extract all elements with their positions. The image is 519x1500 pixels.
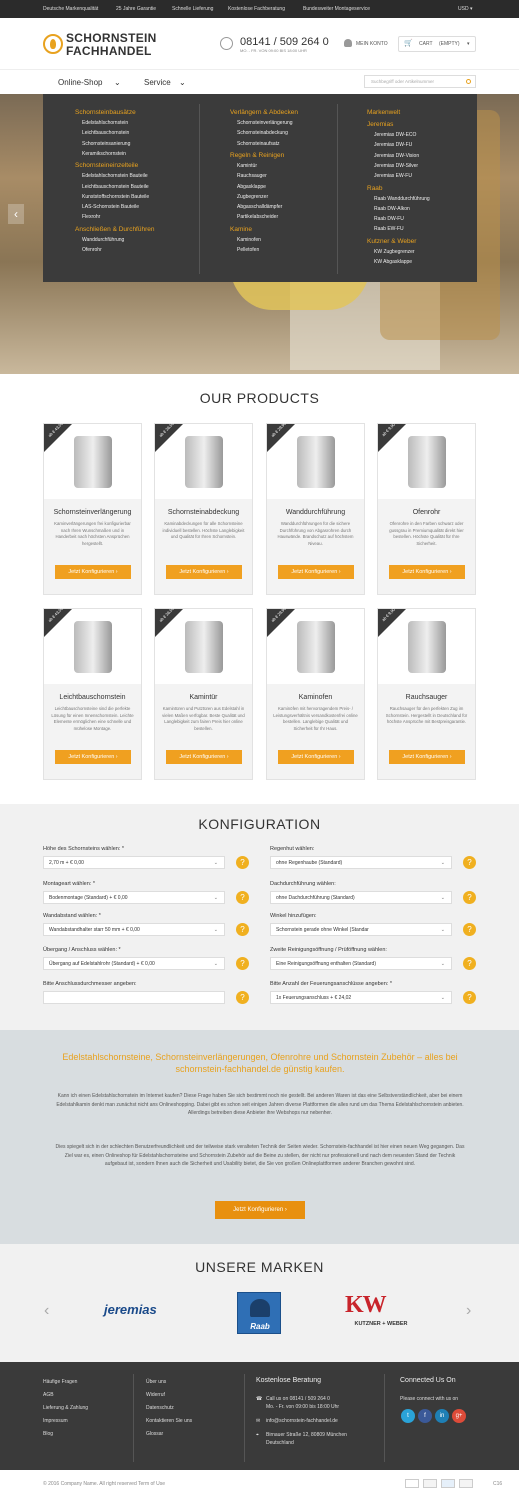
mega-link[interactable]: Leichtbauschornstein Bauteile — [82, 183, 149, 190]
chevron-down-icon: ⌄ — [213, 927, 218, 933]
mega-link[interactable]: Raab DW-FU — [374, 216, 404, 223]
search-placeholder: Suchbegriff oder Artikelnummer — [371, 79, 434, 84]
mega-link[interactable]: Kaminofen — [237, 236, 261, 243]
nav-service[interactable]: Service — [144, 78, 171, 87]
configure-button[interactable]: Jetzt Konfigurieren › — [389, 750, 465, 764]
slider-prev-arrow-icon[interactable]: ‹ — [8, 204, 24, 224]
product-description: Leichtbauschornsteine sind die perfekte Lösung für einen Innenschornstein. Leichte Elemente ermöglichen eine schnelle und mühelose Montage. — [51, 706, 134, 731]
chevron-down-icon: ⌄ — [440, 995, 445, 1001]
paypal-icon — [459, 1479, 473, 1488]
right-field-label: Winkel hinzufügen: — [270, 913, 317, 919]
google-plus-icon[interactable]: g+ — [452, 1409, 466, 1423]
configure-button[interactable]: Jetzt Konfigurieren › — [55, 750, 131, 764]
divider — [384, 1374, 385, 1462]
seo-paragraph: Dies spiegelt sich in der schlechten Benutzerfreundlichkeit und der teilweise stark veralteten Technik der Seiten wieder. Schornstein-fachhandel ist hier einen neuen Weg gegangen. Das Ziel war es, einen Onlineshop für Edelstahlschornsteine und Schornstein Zubehör auf die Beine zu stellen, der nicht nur professionell und nach dem neuesten Stand der Technik aufgebaut ist, sondern Ihnen auch die Sicherheit und Usability bietet, die Sie von großen Onlineplattformen anderer Branchen gewohnt sind. — [55, 1144, 465, 1167]
mega-link[interactable]: Edelstahlschornstein — [82, 120, 129, 126]
top-bar — [0, 0, 519, 18]
price-text: ab € 29,90 — [270, 606, 287, 623]
linkedin-icon[interactable]: in — [435, 1409, 449, 1423]
product-name[interactable]: Schornsteinabdeckung — [167, 509, 240, 516]
footer-code: C16 — [493, 1481, 503, 1487]
mega-heading[interactable]: Regeln & Reinigen — [230, 151, 285, 159]
brand-subtitle: KUTZNER + WEBER — [354, 1321, 408, 1327]
mega-link[interactable]: Raab DW-Alkon — [374, 205, 410, 212]
mega-link[interactable]: Keramikschornstein — [82, 150, 126, 157]
price-text: ab € 29,90 — [270, 421, 287, 438]
price-ribbon — [155, 421, 183, 452]
help-icon[interactable]: ? — [463, 891, 476, 904]
chevron-down-icon: ▾ — [467, 41, 470, 47]
user-icon[interactable] — [344, 39, 352, 47]
mega-link[interactable]: Pelletofen — [237, 247, 260, 253]
chevron-down-icon: ⌄ — [440, 860, 445, 866]
footer-link[interactable]: Widerruf — [146, 1392, 165, 1398]
mega-heading[interactable]: Anschließen & Durchführen — [75, 225, 155, 233]
price-ribbon — [378, 421, 406, 452]
footer-link[interactable]: Impressum — [43, 1418, 68, 1424]
price-ribbon — [267, 421, 295, 452]
help-icon[interactable]: ? — [463, 923, 476, 936]
email-icon: ✉ — [256, 1418, 261, 1424]
cart-button[interactable] — [398, 36, 476, 52]
price-ribbon — [267, 606, 295, 637]
right-field-label: Regenhut wählen: — [270, 846, 315, 852]
brand-logo-jeremias[interactable]: jeremias — [104, 1302, 157, 1317]
configure-button[interactable]: Jetzt Konfigurieren › — [166, 750, 242, 764]
search-input[interactable] — [364, 75, 476, 88]
brand-logo-kw[interactable]: KW — [345, 1292, 386, 1318]
mega-link[interactable]: Rauchsauger — [237, 173, 267, 180]
mega-link[interactable]: Abgasklappe — [237, 183, 266, 190]
logo-text[interactable]: FACHHANDEL — [66, 44, 152, 58]
help-icon[interactable]: ? — [463, 957, 476, 970]
usp-item: 25 Jahre Garantie — [116, 6, 157, 12]
product-name[interactable]: Schornsteinverlängerung — [53, 509, 132, 516]
config-select[interactable] — [270, 856, 452, 869]
chevron-down-icon: ⌄ — [213, 895, 218, 901]
mega-link[interactable]: Jeremias DW-Vision — [374, 152, 420, 159]
right-field-label: Bitte Anzahl der Feuerungsanschlüsse angeben: * — [270, 981, 392, 987]
product-graphic — [297, 436, 335, 488]
mega-link[interactable]: Zugbegrenzer — [237, 193, 269, 200]
seo-heading: Edelstahlschornsteine, Schornsteinverlängerungen, Ofenrohre und Schornstein Zubehör – alles bei schornstein-fachhandel.de günstig kaufen. — [62, 1052, 458, 1074]
product-name[interactable]: Kamintür — [189, 694, 218, 701]
footer-link[interactable]: Über uns — [146, 1379, 167, 1385]
help-icon[interactable]: ? — [236, 856, 249, 869]
currency-select[interactable]: USD — [458, 6, 469, 12]
price-text: ab € 36,50 — [158, 421, 175, 438]
help-icon[interactable]: ? — [463, 856, 476, 869]
divider — [199, 104, 200, 274]
mega-link[interactable]: Wanddurchführung — [82, 236, 125, 243]
search-icon[interactable] — [466, 79, 471, 84]
mega-heading[interactable]: Kutzner & Weber — [367, 237, 417, 245]
help-icon[interactable]: ? — [236, 923, 249, 936]
divider — [337, 104, 338, 274]
mega-link[interactable]: Kamintür — [237, 162, 258, 169]
chevron-right-icon[interactable]: › — [466, 1302, 472, 1319]
mega-link[interactable]: Raab Wanddurchführung — [374, 195, 430, 202]
logo-text[interactable]: SCHORNSTEIN — [66, 31, 157, 45]
help-icon[interactable]: ? — [236, 891, 249, 904]
mega-link[interactable]: Jeremias EW-FU — [374, 173, 412, 180]
mega-link[interactable]: Schornsteinabdeckung — [237, 130, 288, 137]
product-graphic — [185, 621, 223, 673]
usp-item: Deutsche Markenqualität — [43, 6, 99, 12]
left-field-label: Bitte Anschlussdurchmesser angeben: — [43, 981, 137, 987]
footer-link[interactable]: Glossar — [146, 1431, 164, 1437]
configure-button[interactable]: Jetzt Konfigurieren › — [278, 565, 354, 579]
copyright: © 2016 Company Name. All right reserved Term of Use — [43, 1481, 165, 1487]
product-card[interactable] — [377, 608, 476, 780]
right-field-label: Zweite Reinigungsöffnung / Prüföffnung wählen: — [270, 947, 387, 953]
connect-sub: Please connect with us on — [400, 1396, 459, 1402]
footer-hours: Mo. - Fr. von 09:00 bis 18:00 Uhr — [266, 1404, 340, 1410]
bird-icon — [250, 1299, 270, 1317]
product-graphic — [408, 621, 446, 673]
mega-heading[interactable]: Raab — [367, 184, 383, 192]
phone-hours: MO. - FR. VON 09:00 BIS 18:00 UHR — [240, 48, 307, 53]
price-text: ab € 9,90 — [380, 421, 397, 438]
product-name[interactable]: Rauchsauger — [405, 694, 448, 701]
config-select[interactable] — [270, 891, 452, 904]
product-description: Kamintüren und Putztüren aus Edelstahl in vielen Maßen verfügbar. Beste Qualität und Langlebigkeit zum fairen Preis hier online bestellen. — [162, 706, 245, 731]
footer-link[interactable]: Kontaktieren Sie uns — [146, 1418, 193, 1424]
footer-link[interactable]: AGB — [43, 1392, 54, 1398]
select-value: 2,70 m + € 0,00 — [49, 860, 84, 866]
product-card[interactable] — [266, 423, 365, 595]
price-ribbon — [155, 606, 183, 637]
mega-link[interactable]: LAS-Schornstein Bauteile — [82, 204, 139, 211]
location-icon: ⌖ — [256, 1432, 259, 1438]
chevron-down-icon: ⌄ — [114, 78, 121, 87]
chevron-down-icon: ⌄ — [179, 78, 186, 87]
config-select[interactable] — [270, 957, 452, 970]
mega-link[interactable]: Abgasschalldämpfer — [237, 204, 283, 211]
mega-link[interactable]: Flexrohr — [82, 214, 101, 221]
right-field-label: Dachdurchführung wählen: — [270, 881, 336, 887]
product-name[interactable]: Ofenrohr — [412, 509, 441, 516]
select-value: Übergang auf Edelstahlrohr (Standard) + € 0,00 — [49, 961, 155, 967]
config-select[interactable] — [43, 856, 225, 869]
usp-item: Bundesweiter Montageservice — [303, 6, 370, 12]
product-name[interactable]: Leichtbauschornstein — [59, 694, 126, 701]
mega-link[interactable]: Schornsteinsanierung — [82, 140, 131, 147]
chevron-down-icon: ⌄ — [440, 927, 445, 933]
config-select[interactable] — [43, 891, 225, 904]
chevron-down-icon: ⌄ — [213, 961, 218, 967]
cart-icon: 🛒 — [404, 40, 413, 47]
mega-link[interactable]: Edelstahlschornstein Bauteile — [82, 173, 148, 180]
config-select[interactable] — [43, 991, 225, 1004]
account-link[interactable]: MEIN KONTO — [356, 41, 388, 47]
konfig-title: KONFIGURATION — [198, 816, 321, 832]
footer-phone: Call us on 08141 / 509 264 0 — [266, 1396, 330, 1402]
contact-heading: Kostenlose Beratung — [256, 1377, 321, 1384]
usp-item: Schnelle Lieferung — [172, 6, 214, 12]
mega-link[interactable]: Raab EW-FU — [374, 226, 404, 233]
configure-button[interactable]: Jetzt Konfigurieren › — [55, 565, 131, 579]
mega-link[interactable]: Jeremias DW-ECO — [374, 132, 417, 138]
cart-label: CART — [419, 41, 433, 47]
chevron-down-icon: ⌄ — [440, 895, 445, 901]
facebook-icon[interactable]: f — [418, 1409, 432, 1423]
configure-button[interactable]: Jetzt Konfigurieren › — [278, 750, 354, 764]
product-name[interactable]: Kaminofen — [298, 694, 333, 701]
product-graphic — [297, 621, 335, 673]
mega-link[interactable]: Schornsteinaufsatz — [237, 140, 280, 147]
mega-link[interactable]: Jeremias DW-Silver — [374, 162, 419, 169]
configure-button[interactable]: Jetzt Konfigurieren › — [166, 565, 242, 579]
products-title: OUR PRODUCTS — [199, 390, 320, 406]
product-graphic — [74, 621, 112, 673]
chevron-left-icon[interactable]: ‹ — [44, 1302, 50, 1319]
product-graphic — [185, 436, 223, 488]
price-text: ab € 43,00 — [47, 606, 64, 623]
footer-email[interactable]: info@schornstein-fachhandel.de — [266, 1418, 338, 1424]
price-ribbon — [44, 606, 72, 637]
amex-icon — [441, 1479, 455, 1488]
left-field-label: Wandabstand wählen: * — [43, 913, 101, 919]
cart-status: (EMPTY) — [439, 41, 460, 47]
select-value: Eine Reinigungsöffnung enthalten (Standard) — [276, 961, 376, 967]
left-field-label: Höhe des Schornsteins wählen: * — [43, 846, 125, 852]
select-value: ohne Regenhaube (Standard) — [276, 860, 343, 866]
config-select[interactable] — [270, 923, 452, 936]
select-value: 1x Feuerungsanschluss + € 24,02 — [276, 995, 352, 1001]
product-graphic — [408, 436, 446, 488]
product-description: Kaminabdeckungen für alle Schornsteine individuell bestellen. Höchste Langlebigkeit und Qualität für Ihren Schornstein. — [162, 521, 245, 539]
product-card[interactable] — [154, 608, 253, 780]
help-icon[interactable]: ? — [236, 957, 249, 970]
config-select[interactable] — [43, 957, 225, 970]
divider — [133, 1374, 134, 1462]
footer-link[interactable]: Häufige Fragen — [43, 1379, 78, 1385]
mega-heading[interactable]: Verlängern & Abdecken — [230, 109, 298, 116]
seo-paragraph: Kann ich einen Edelstahlschornstein im Internet kaufen? Diese Frage haben Sie sich bestimmt noch nie gestellt. Bei anderen Waren ist das eine Selbstverständlichkeit, aber bei einem Edelstahlkamin denkt man zunächst nicht ans Onlineshopping. Dabei gibt es schon seit einigen Jahren diverse Plattformen die alles rund um das Thema Edelstahlschornstein anbieten. Allerdings betreiben diese Anbieter ihre Webshops nur nebenher. — [56, 1093, 464, 1116]
mega-heading[interactable]: Schornsteinbausätze — [75, 109, 136, 116]
select-value: Wandabstandhalter starr 50 mm + € 0,00 — [49, 927, 140, 933]
left-field-label: Montageart wählen: * — [43, 881, 95, 887]
mega-link[interactable]: Schornsteinverlängerung — [237, 120, 293, 126]
help-icon[interactable]: ? — [236, 991, 249, 1004]
product-card[interactable] — [43, 608, 142, 780]
product-card[interactable] — [43, 423, 142, 595]
nav-online-shop[interactable]: Online-Shop — [58, 78, 103, 87]
product-description: Rauchsauger für den perfekten Zug im Schornstein. Hergestellt in Deutschland für höchste Ansprüche mit Bestpreisgarantie. — [385, 706, 468, 724]
price-text: ab € 36,50 — [158, 606, 175, 623]
mega-link[interactable]: Kunststoffschornstein Bauteile — [82, 193, 150, 200]
left-field-label: Übergang / Anschluss wählen: * — [43, 947, 121, 953]
product-description: Ofenrohre in den Farben schwarz oder gussgrau in Premiumqualität direkt hier bestellen. Höchste Qualität für Ihre Sicherheit. — [389, 521, 464, 546]
chevron-down-icon: ⌄ — [213, 860, 218, 866]
help-icon[interactable]: ? — [463, 991, 476, 1004]
product-description: Kaminverlängerungen frei konfigurierbar nach Ihren Wunschmaßen und in Handerbeit nach höchsten Ansprüchen hergestellt. — [54, 521, 131, 546]
footer-address: Birnauer Straße 12, 80809 München — [266, 1432, 347, 1438]
brands-title: UNSERE MARKEN — [195, 1259, 324, 1275]
connect-heading: Connected Us On — [400, 1377, 456, 1384]
config-select[interactable] — [270, 991, 452, 1004]
brand-logo-raab[interactable] — [237, 1292, 281, 1334]
mega-heading[interactable]: Markenwelt — [367, 109, 401, 116]
mega-link[interactable]: Leichtbauschornstein — [82, 130, 130, 137]
configure-button[interactable]: Jetzt Konfigurieren › — [215, 1201, 305, 1219]
chevron-down-icon: ▾ — [470, 6, 473, 12]
mastercard-icon — [423, 1479, 437, 1488]
footer-link[interactable]: Blog — [43, 1431, 54, 1437]
mega-link[interactable]: Ofenrohr — [82, 247, 102, 253]
mega-heading[interactable]: Kamine — [230, 225, 253, 233]
product-description: Kaminöfen mit hervorragendem Preis- / Leistungsverhältnis versandkostenfrei online bestellen. Langlebige Qualität und Sicherheit für Ihr Haus. — [273, 706, 358, 731]
product-graphic — [74, 436, 112, 488]
price-text: ab € 9,90 — [380, 606, 397, 623]
mega-link[interactable]: KW Zugbegrenzer — [374, 248, 415, 255]
product-card[interactable] — [266, 608, 365, 780]
phone-icon — [220, 37, 233, 50]
select-value: ohne Dachdurchführung (Standard) — [276, 895, 355, 901]
price-text: ab € 43,00 — [47, 421, 64, 438]
flame-logo-icon[interactable] — [43, 34, 63, 54]
mega-heading[interactable]: Schornsteineinzelteile — [75, 162, 139, 170]
footer-link[interactable]: Lieferung & Zahlung — [43, 1405, 89, 1411]
visa-icon — [405, 1479, 419, 1488]
mega-heading[interactable]: Jeremias — [367, 121, 394, 128]
product-description: Wanddurchführungen für die sichere Durchführung von Abgasrohren durch Hauswände. Brandschutz auf höchstem Niveau. — [277, 521, 354, 546]
configure-button[interactable]: Jetzt Konfigurieren › — [389, 565, 465, 579]
footer-link[interactable]: Datenschutz — [146, 1405, 174, 1411]
phone-icon: ☎ — [256, 1396, 263, 1402]
select-value: Bodenmontage (Standard) + € 0,00 — [49, 895, 128, 901]
usp-item: Kostenlose Fachberatung — [228, 6, 285, 12]
product-name[interactable]: Wanddurchführung — [285, 509, 346, 516]
brand-name: Raab — [250, 1322, 270, 1331]
mega-link[interactable]: Jeremias DW-FU — [374, 142, 413, 149]
product-card[interactable] — [377, 423, 476, 595]
divider — [244, 1374, 245, 1462]
product-card[interactable] — [154, 423, 253, 595]
chevron-down-icon: ⌄ — [440, 961, 445, 967]
config-select[interactable] — [43, 923, 225, 936]
select-value: Schornstein gerade ohne Winkel (Standar — [276, 927, 369, 933]
mega-link[interactable]: KW Abgasklappe — [374, 259, 413, 265]
mega-link[interactable]: Partikelabscheider — [237, 214, 279, 221]
phone-number: 08141 / 509 264 0 — [240, 36, 329, 48]
footer-country: Deutschland — [266, 1440, 294, 1446]
price-ribbon — [44, 421, 72, 452]
price-ribbon — [378, 606, 406, 637]
twitter-icon[interactable]: t — [401, 1409, 415, 1423]
